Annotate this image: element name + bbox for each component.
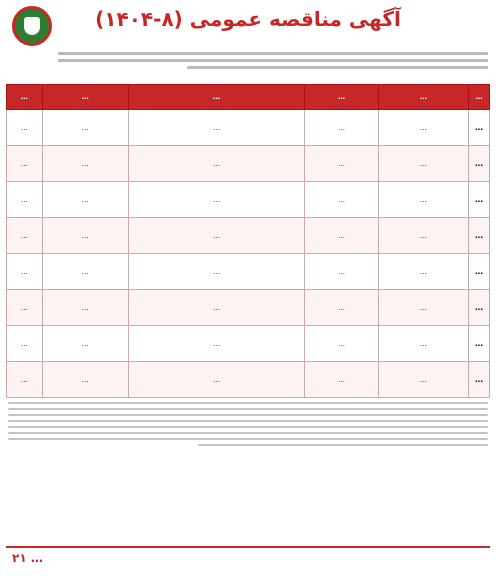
contract-duration: … (7, 290, 43, 326)
project-estimate: … (305, 182, 379, 218)
project-estimate: … (305, 146, 379, 182)
eligibility-conditions: … (128, 110, 304, 146)
eligibility-conditions: … (128, 146, 304, 182)
row-number: … (469, 110, 490, 146)
eligibility-conditions: … (128, 218, 304, 254)
project-subject: … (378, 182, 468, 218)
project-subject: … (378, 110, 468, 146)
contract-duration: … (7, 218, 43, 254)
row-number: … (469, 146, 490, 182)
project-subject: … (378, 254, 468, 290)
row-number: … (469, 182, 490, 218)
deposit-amount: … (42, 146, 128, 182)
col-header-estimate: … (305, 85, 379, 110)
project-subject: … (378, 362, 468, 398)
contract-duration: … (7, 110, 43, 146)
project-subject: … (378, 218, 468, 254)
eligibility-conditions: … (128, 254, 304, 290)
row-number: … (469, 362, 490, 398)
deposit-amount: … (42, 290, 128, 326)
intro-text (58, 52, 488, 82)
project-estimate: … (305, 218, 379, 254)
contract-duration: … (7, 362, 43, 398)
row-number: … (469, 326, 490, 362)
table-row (7, 218, 490, 254)
deposit-amount: … (42, 362, 128, 398)
table-row (7, 362, 490, 398)
table-header-row (7, 85, 490, 110)
table-row (7, 290, 490, 326)
table-row (7, 110, 490, 146)
contract-duration: … (7, 146, 43, 182)
project-estimate: … (305, 110, 379, 146)
header (6, 4, 490, 48)
table-row (7, 326, 490, 362)
deposit-amount: … (42, 254, 128, 290)
deposit-amount: … (42, 326, 128, 362)
col-header-deposit: … (42, 85, 128, 110)
deposit-amount: … (42, 218, 128, 254)
project-subject: … (378, 326, 468, 362)
eligibility-conditions: … (128, 182, 304, 218)
tender-table (6, 84, 490, 398)
table-row (7, 254, 490, 290)
project-subject: … (378, 290, 468, 326)
col-header-subject: … (378, 85, 468, 110)
col-header-row: … (469, 85, 490, 110)
footer-org: … ۲۱ (12, 551, 43, 565)
project-subject: … (378, 146, 468, 182)
contract-duration: … (7, 326, 43, 362)
project-estimate: … (305, 290, 379, 326)
contract-duration: … (7, 254, 43, 290)
col-header-conditions: … (128, 85, 304, 110)
project-estimate: … (305, 326, 379, 362)
col-header-duration: … (7, 85, 43, 110)
eligibility-conditions: … (128, 290, 304, 326)
row-number: … (469, 290, 490, 326)
row-number: … (469, 218, 490, 254)
eligibility-conditions: … (128, 326, 304, 362)
notes-section (6, 402, 490, 446)
row-number: … (469, 254, 490, 290)
eligibility-conditions: … (128, 362, 304, 398)
table-row (7, 146, 490, 182)
municipality-logo-icon (12, 6, 52, 46)
deposit-amount: … (42, 182, 128, 218)
footer (6, 546, 490, 572)
deposit-amount: … (42, 110, 128, 146)
contract-duration: … (7, 182, 43, 218)
notice-title: آگهی مناقصه عمومی (۸-۱۴۰۴) (95, 7, 401, 31)
table-row (7, 182, 490, 218)
project-estimate: … (305, 254, 379, 290)
project-estimate: … (305, 362, 379, 398)
